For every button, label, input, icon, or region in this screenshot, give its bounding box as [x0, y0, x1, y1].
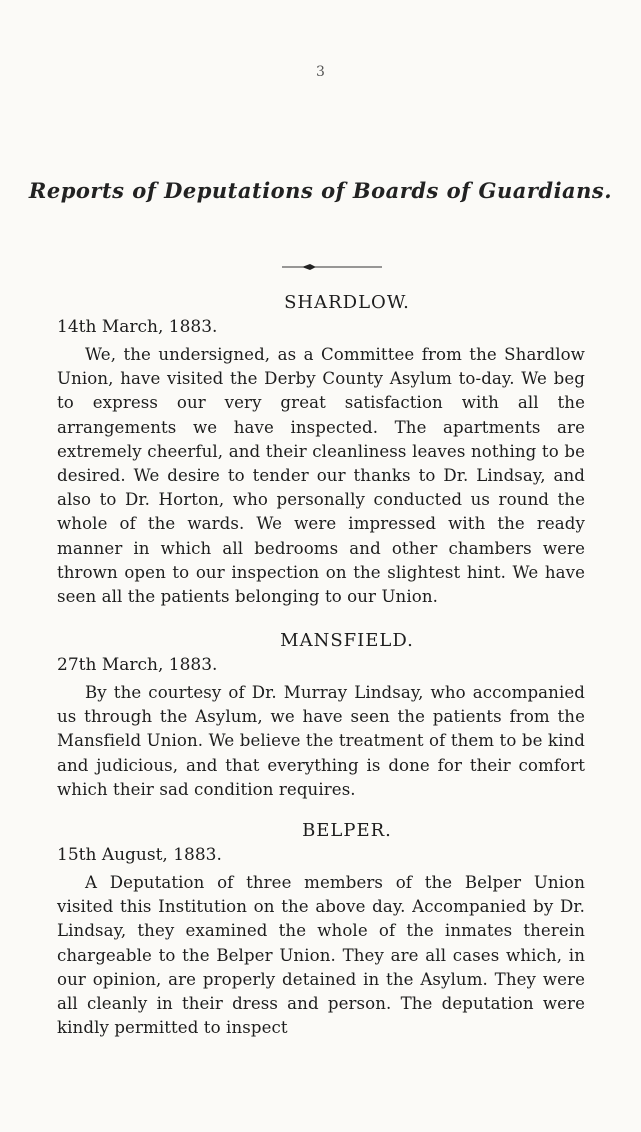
section-date: 15th August, 1883. — [57, 845, 222, 865]
section-heading: BELPER. — [302, 820, 392, 841]
section-paragraph: By the courtesy of Dr. Murray Lindsay, who accompanied us through the Asylum, we have seen the patients from the Mansfield Union. We believe the treatment of them to be kind and judicious, and that everything is done for their comfort which their sad condition requires. — [57, 683, 585, 799]
section-shardlow — [57, 292, 585, 609]
section-date: 27th March, 1883. — [57, 655, 218, 675]
section-mansfield — [57, 630, 585, 802]
section-heading: SHARDLOW. — [284, 292, 410, 313]
section-belper — [57, 820, 585, 1040]
section-paragraph: We, the undersigned, as a Committee from the Shardlow Union, have visited the Derby County Asylum to-day. We beg to express our very great satisfaction with all the arrangements we have inspected. The apartments are extremely cheerful, and their cleanliness leaves nothing to be desired. We desire to tender our thanks to Dr. Lindsay, and also to Dr. Horton, who personally conducted us round the whole of the wards. We were impressed with the ready manner in which all bedrooms and other chambers were thrown open to our inspection on the slightest hint. We have seen all the patients belonging to our Union. — [57, 345, 585, 607]
divider-ornament — [282, 262, 382, 272]
page-number: 3 — [316, 64, 325, 80]
section-paragraph: A Deputation of three members of the Belper Union visited this Institution on the above day. Accompanied by Dr. Lindsay, they examined the whole of the inmates therein chargeable to the Belper Union. They are all cases which, in our opinion, are properly detained in the Asylum. They were all cleanly in their dress and person. The deputation were kindly permitted to inspect — [57, 873, 585, 1038]
page-title: Reports of Deputations of Boards of Guardians. — [28, 178, 613, 203]
section-heading: MANSFIELD. — [280, 630, 414, 651]
section-date: 14th March, 1883. — [57, 317, 218, 337]
